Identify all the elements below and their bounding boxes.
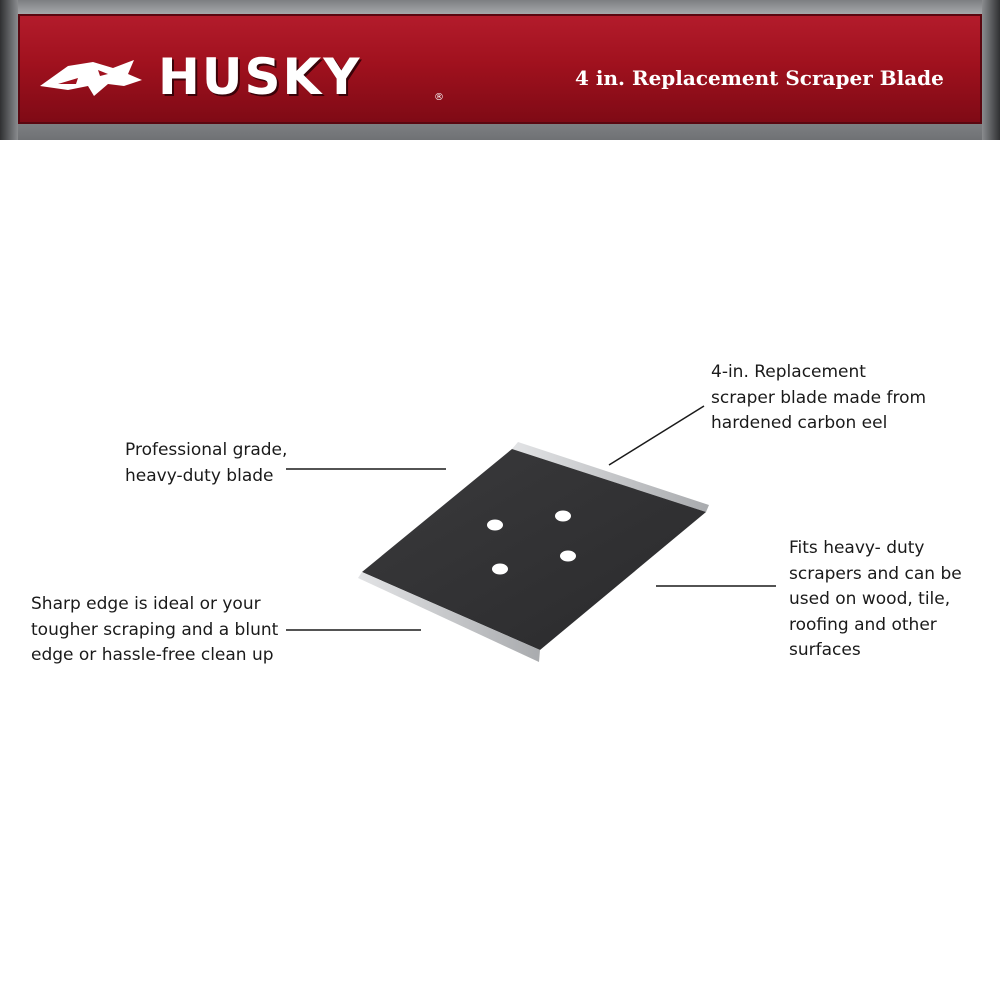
brand-name: HUSKY <box>158 48 362 106</box>
blade-hole <box>560 551 576 562</box>
registered-mark: ® <box>434 92 444 103</box>
blade-hole <box>487 520 503 531</box>
callout-fits-scrapers: Fits heavy- duty scrapers and can be used on wood, tile, roofing and other surfaces <box>789 538 962 660</box>
blade-body <box>362 449 706 650</box>
callout-sharp-edge: Sharp edge is ideal or your tougher scraping and a blunt edge or hassle-free clean up <box>31 594 279 665</box>
callout-material: 4-in. Replacement scraper blade made from hardened carbon eel <box>711 362 927 433</box>
blade-hole <box>492 564 508 575</box>
product-title: 4 in. Replacement Scraper Blade <box>575 66 944 90</box>
blade-hole <box>555 511 571 522</box>
callout-professional-grade: Professional grade, heavy-duty blade <box>125 440 288 486</box>
leader-line-top-right <box>609 406 704 465</box>
